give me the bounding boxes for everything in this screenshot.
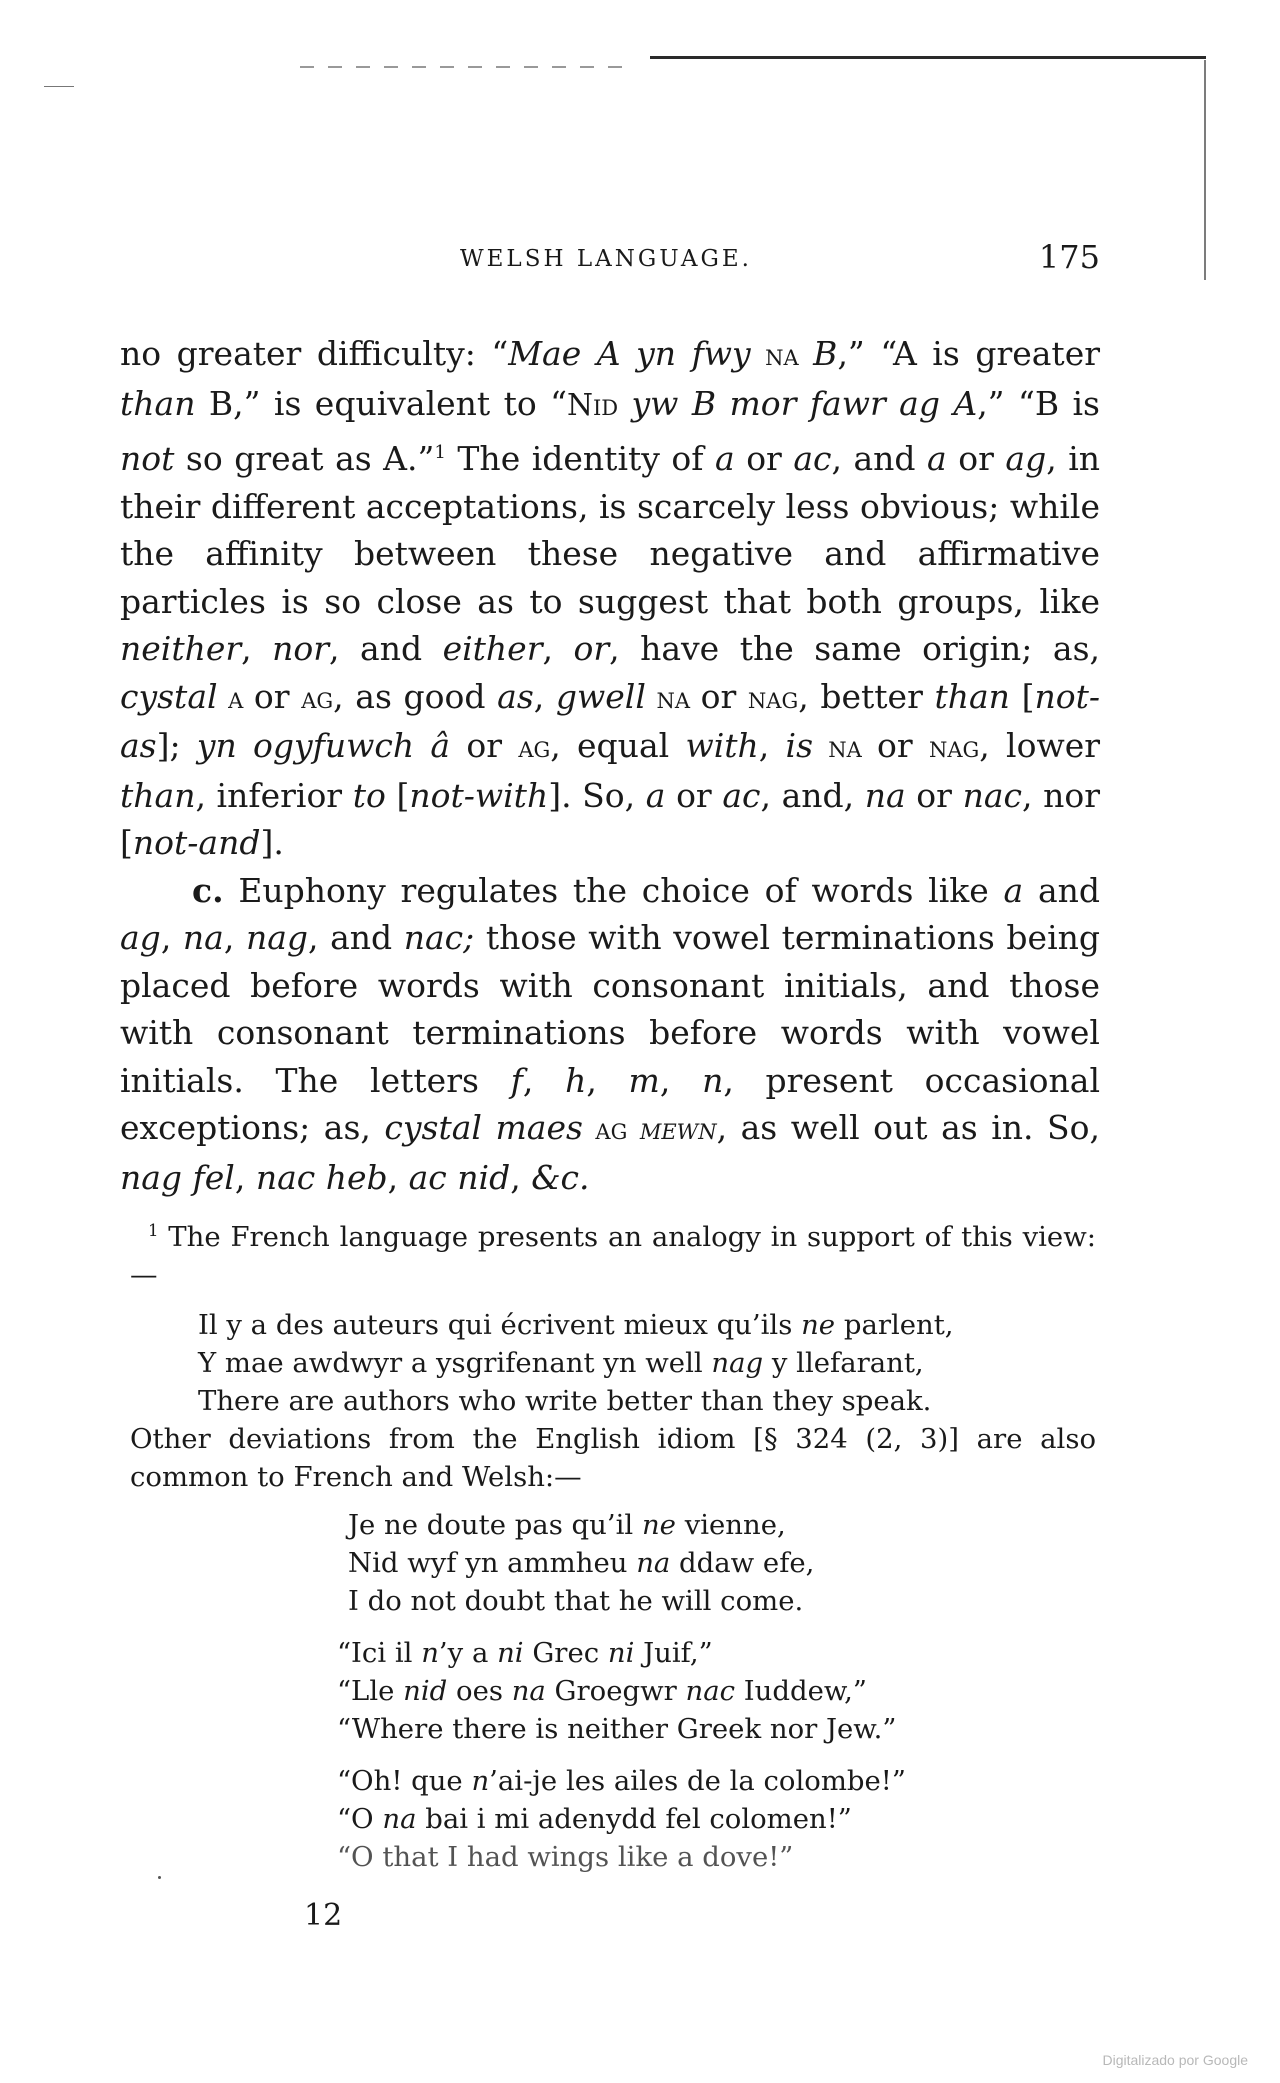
text-run: so great as A.” [174,439,435,478]
welsh-phrase: cystal [120,676,218,716]
text-run: [ [385,775,410,815]
text-run: The French language presents an analogy in support of this view:— [130,1221,1096,1292]
text-run: or [905,775,963,815]
italic-word: nor [272,629,330,668]
text-run: , [659,1060,703,1100]
text-run: Grec [523,1637,608,1670]
italic-word: ne [641,1509,676,1542]
italic-word: either [442,629,543,668]
italic-word: to [352,775,386,815]
italic-word: na [636,1547,671,1580]
text-run: ]; [156,726,197,765]
example-line [198,1306,1096,1344]
italic-word: nac [962,775,1022,815]
text-run: ,” “A is greater [837,334,1100,373]
top-edge-rule [650,56,1206,59]
example-line: I do not doubt that he will come. [348,1585,804,1618]
page-header [120,238,1100,286]
example-line [337,1762,1096,1800]
text-run: “Oh! que [337,1765,472,1798]
footnote-marker: 1 [148,1221,159,1240]
section-label: c. [192,870,224,910]
text-run: Juif,” [634,1637,713,1670]
italic-word: or [573,629,610,668]
small-caps-word: mewn [639,1112,717,1147]
example-line [348,1506,1096,1544]
text-run: , lower [979,726,1101,765]
text-run: , [522,1060,566,1100]
text-run: or [700,676,748,716]
italic-word: than [934,676,1010,716]
footnote-reference: 1 [434,442,446,463]
italic-word: ac [793,439,832,478]
example-line [348,1544,1096,1582]
text-run: , present occasional exceptions; as, [120,1060,1101,1147]
welsh-phrase: yn ogyfuwch â [196,726,451,765]
example-line [337,1800,1096,1838]
top-edge-shadow [300,66,630,68]
right-edge-shadow [1204,60,1206,280]
italic-word: not-with [409,775,549,815]
text-run: , better [798,676,935,716]
italic-word: nag [711,1347,764,1380]
italic-word: ag [120,918,161,957]
italic-word: nac [685,1675,736,1708]
text-run: , inferior [195,775,353,815]
italic-word: than [120,383,196,423]
text-run: oes [447,1675,512,1708]
italic-word: not-as [120,676,1100,765]
text-run: Groegwr [545,1675,686,1708]
italic-word: n [421,1637,439,1670]
text-run: [ [1009,676,1035,716]
text-run: ]. So, [548,775,646,815]
text-run: vienne, [675,1509,786,1542]
italic-word: nac; [403,918,475,957]
text-run: , [234,1157,256,1197]
text-run: or [450,726,519,765]
scan-watermark: Digitalizado por Google [1102,2052,1248,2068]
small-caps-word: na [750,338,814,373]
small-caps-word: na [645,680,701,716]
text-run: , have the same origin; as, [609,629,1100,668]
text-run: “O [337,1803,383,1836]
italic-word: as [497,676,534,716]
italic-word: na [182,918,224,957]
text-run: , [387,1157,409,1197]
text-run: , and, [760,775,865,815]
welsh-phrase: gwell [555,676,646,716]
text-run: Nid wyf yn ammheu [348,1547,637,1580]
italic-word: a [715,439,735,478]
footnote-block [130,1212,1096,1876]
italic-word: n [702,1060,724,1100]
text-run: , as well out as in. So, [716,1108,1100,1147]
text-run: , as good [333,676,498,716]
text-run: Iuddew,” [735,1675,867,1708]
small-caps-word: na [813,730,878,765]
italic-word: a [1003,870,1024,910]
paragraph-c [120,867,1100,1202]
left-edge-mark [44,86,74,87]
text-run: ]. [260,823,284,862]
text-run: , nor [ [120,775,1100,862]
text-run: , [542,629,574,668]
text-run: ddaw efe, [670,1547,815,1580]
paragraph-1 [120,330,1100,867]
text-run: , [586,1060,629,1100]
text-run: or [734,439,794,478]
example-french-welsh-3 [130,1634,1096,1748]
example-line [198,1344,1096,1382]
welsh-phrase: ac nid [408,1157,511,1197]
example-line: “O that I had wings like a dove!” [337,1841,794,1874]
text-run: no greater difficulty: “ [120,334,509,373]
italic-word: m [628,1060,660,1100]
italic-word: na [382,1803,417,1836]
small-caps-word: ag [518,730,551,765]
text-run: , [533,676,556,716]
small-caps-word: nag [747,680,799,716]
example-french-welsh-4 [130,1762,1096,1876]
text-run: “Ici il [337,1637,422,1670]
small-caps-word: ag [301,680,334,716]
italic-word: with [685,726,759,765]
text-run: , equal [550,726,686,765]
italic-word: na [864,775,906,815]
italic-word: n [471,1765,490,1798]
text-run: , [160,918,183,957]
text-run: and [1023,870,1100,910]
italic-word: than [120,775,196,815]
text-run: ’ai-je les ailes de la colombe!” [489,1765,906,1798]
italic-word: ne [801,1309,836,1342]
italic-word: na [511,1675,546,1708]
text-run: ,” “B is [977,383,1100,423]
example-french-welsh-2 [130,1506,1096,1620]
text-run: Y mae awdwyr a ysgrifenant yn well [198,1347,712,1380]
text-run [618,384,631,423]
italic-word: neither [120,629,242,668]
text-run: y llefarant, [763,1347,924,1380]
speck [158,1876,161,1879]
text-run: bai i mi adenydd fel colomen!” [416,1803,852,1836]
italic-word: is [785,726,814,765]
small-caps-word: nag [928,730,980,765]
text-run: or [877,726,929,765]
text-run: , and [329,629,443,668]
text-run: “Lle [337,1675,404,1708]
text-run: , and [308,918,404,957]
signature-mark: 12 [304,1898,343,1933]
italic-word: ag [1005,439,1047,478]
text-run: or [946,439,1006,478]
example-french-welsh-1 [130,1306,1096,1420]
welsh-phrase: nac heb [255,1157,388,1197]
welsh-phrase: yw B mor fawr ag A [631,383,978,423]
italic-word: not [120,439,175,478]
page-number: 175 [1038,238,1100,276]
italic-word: &c. [531,1157,590,1197]
text-run: parlent, [835,1309,954,1342]
small-caps-word: Nid [566,387,619,423]
example-line: “Where there is neither Greek nor Jew.” [337,1713,897,1746]
example-line [337,1672,1096,1710]
text-run: Je ne doute pas qu’il [348,1509,642,1542]
small-caps-word: ag [582,1112,640,1147]
italic-word: h [565,1060,587,1100]
text-run: B,” is equivalent to “ [195,383,567,423]
italic-word: ni [497,1637,524,1670]
welsh-phrase: Mae A yn fwy [508,334,751,373]
italic-word: nag [245,918,308,957]
italic-word: ni [607,1637,635,1670]
running-head: WELSH LANGUAGE. [460,246,752,272]
text-run: , [223,918,246,957]
text-run: Il y a des auteurs qui écrivent mieux qu’ils [198,1309,802,1342]
example-line: There are authors who write better than they speak. [198,1385,932,1418]
footnote-paragraph: Other deviations from the English idiom [§ 324 (2, 3)] are also common to French and Welsh:— [130,1423,1096,1494]
italic-word: nid [403,1675,448,1708]
welsh-phrase: nag fel [120,1157,235,1197]
italic-word: a [645,775,666,815]
text-run: ’y a [438,1637,498,1670]
text-run: , and [831,439,928,478]
footnote-intro [130,1212,1096,1294]
text-run: , [758,726,786,765]
text-run: , in their different acceptations, is scarcely less obvious; while the affinity between these negative and affirmative particles is so close as to suggest that both groups, like [120,439,1101,621]
italic-word: not-and [132,823,261,862]
text-run: or [253,676,302,716]
text-run: , [241,629,273,668]
italic-word: B [813,334,838,373]
text-run: The identity of [445,439,715,478]
text-run: or [665,775,723,815]
text-run: those with vowel terminations being placed before words with consonant initials, and those with consonant terminations before words with vowel initials. The letters [120,918,1101,1100]
text-run: Euphony regulates the choice of words like [223,870,1004,910]
small-caps-word: a [217,680,254,716]
text-run: , [510,1157,532,1197]
italic-word: f [510,1060,523,1100]
italic-word: a [927,439,947,478]
main-text [120,330,1100,1201]
welsh-phrase: cystal maes [384,1108,583,1147]
example-line [337,1634,1096,1672]
italic-word: ac [722,775,761,815]
